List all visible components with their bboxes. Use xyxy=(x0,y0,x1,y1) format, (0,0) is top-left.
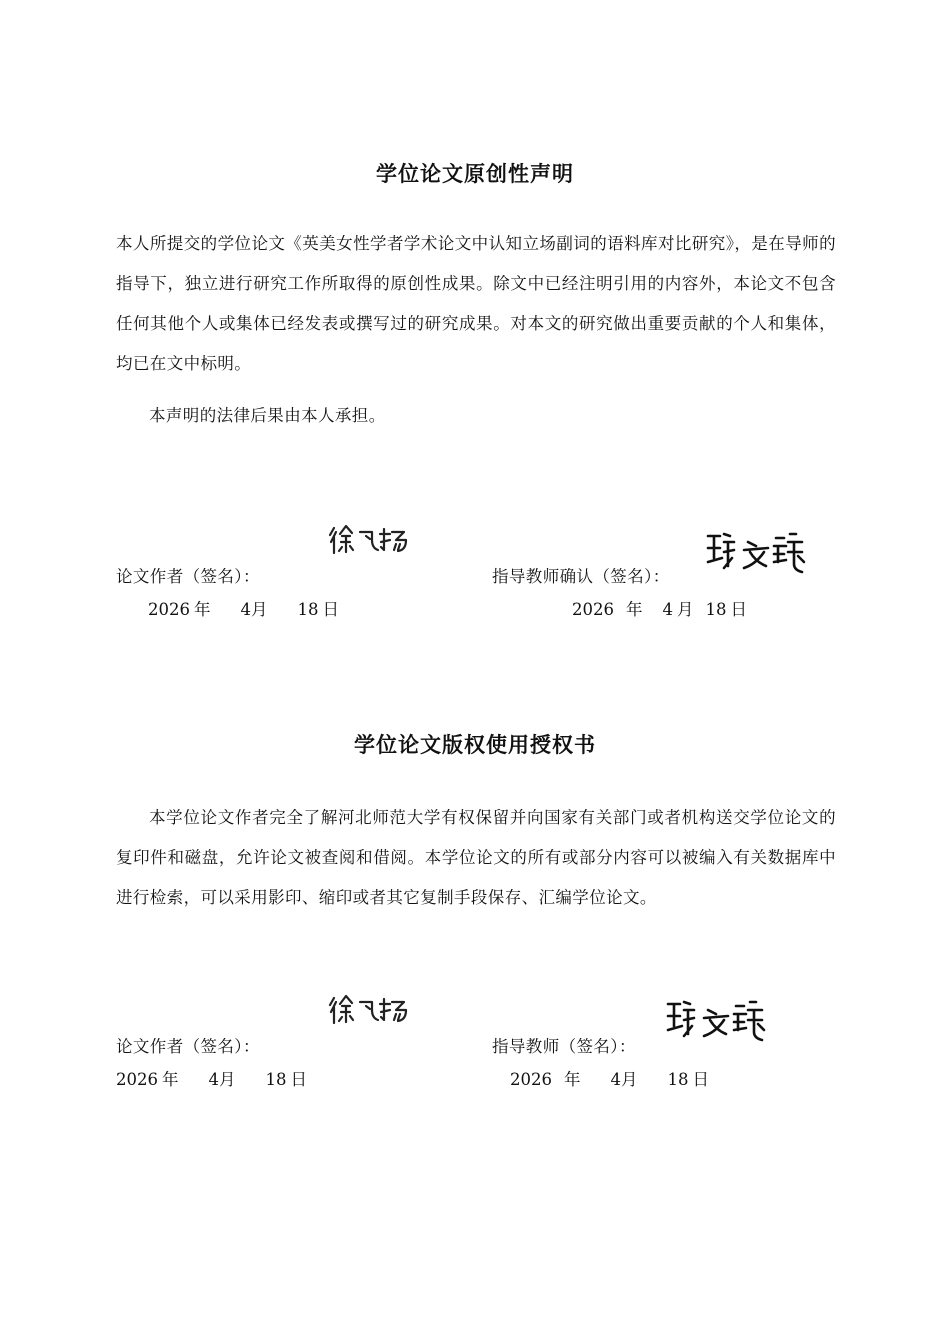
copyright-authorization-paragraph: 本学位论文作者完全了解河北师范大学有权保留并向国家有关部门或者机构送交学位论文的复印件和磁盘，允许论文被查阅和借阅。本学位论文的所有或部分内容可以被编入有关数据库中进行检索，可以采用影印、缩印或者其它复制手段保存、汇编学位论文。 xyxy=(116,808,836,907)
supervisor-signature-date: 2026 年 4月 18 日 xyxy=(510,1070,709,1089)
author-signature-label: 论文作者（签名）： xyxy=(116,567,260,586)
copyright-authorization-title: 学位论文版权使用授权书 xyxy=(354,733,596,757)
supervisor-confirm-signature-label: 指导教师确认（签名）： xyxy=(492,567,670,586)
supervisor-confirm-signature-date: 2026 年 4 月 18 日 xyxy=(572,600,747,619)
supervisor-signature-label: 指导教师（签名）： xyxy=(492,1037,636,1056)
author-signature-image xyxy=(328,520,408,556)
supervisor-confirm-signature-image xyxy=(704,528,808,576)
author-signature-date-2: 2026 年 4月 18 日 xyxy=(116,1070,307,1089)
declaration-paragraph: 本人所提交的学位论文《英美女性学者学术论文中认知立场副词的语料库对比研究》，是在导师的指导下，独立进行研究工作所取得的原创性成果。除文中已经注明引用的内容外，本论文不包含任何其他个人或集体已经发表或撰写过的研究成果。对本文的研究做出重要贡献的个人和集体，均已在文中标明。 xyxy=(116,234,836,373)
legal-responsibility-paragraph: 本声明的法律后果由本人承担。 xyxy=(149,406,386,425)
supervisor-signature-image xyxy=(664,996,768,1044)
author-signature-date: 2026 年 4月 18 日 xyxy=(148,600,339,619)
author-signature-label-2: 论文作者（签名）： xyxy=(116,1037,260,1056)
declaration-title: 学位论文原创性声明 xyxy=(376,162,574,186)
author-signature-image-2 xyxy=(328,990,408,1026)
